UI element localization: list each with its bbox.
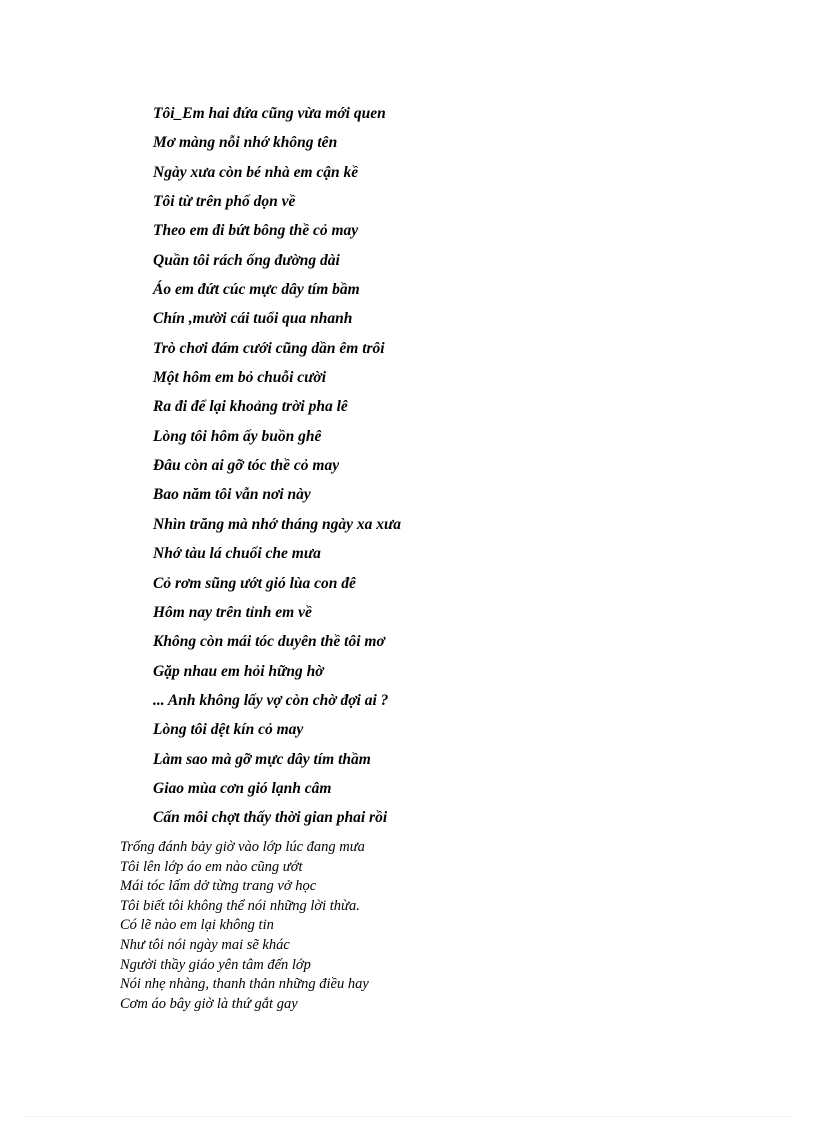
poem-line: Không còn mái tóc duyên thề tôi mơ [153, 633, 385, 651]
poem-line: Nhìn trăng mà nhớ tháng ngày xa xưa [153, 515, 402, 533]
poem-line: Có lẽ nào em lại không tin [120, 917, 274, 934]
poem-regular-stanza [120, 838, 369, 1014]
poem-line: Tôi từ trên phố dọn về [153, 193, 296, 211]
poem-line: Một hôm em bỏ chuỗi cười [153, 369, 327, 387]
poem-line: Gặp nhau em hỏi hững hờ [153, 662, 324, 680]
poem-line: Lòng tôi hôm ấy buồn ghê [153, 427, 322, 445]
poem-line: Người thầy giáo yên tâm đến lớp [120, 956, 311, 973]
poem-line: Cơm áo bây giờ là thứ gắt gay [120, 995, 298, 1012]
poem-line: Trống đánh bảy giờ vào lớp lúc đang mưa [120, 839, 365, 855]
page-bottom-divider [24, 1116, 792, 1117]
poem-line: Bao năm tôi vẫn nơi này [153, 486, 311, 504]
poem-line: Mơ màng nỗi nhớ không tên [153, 134, 338, 152]
poem-line: Áo em đứt cúc mực dây tím bầm [153, 281, 360, 299]
poem-line: Nhớ tàu lá chuối che mưa [153, 545, 321, 563]
poem-line: Cấn môi chợt thấy thời gian phai rồi [153, 809, 388, 827]
poem-line: Ngày xưa còn bé nhà em cận kề [153, 163, 359, 181]
poem-line: Như tôi nói ngày mai sẽ khác [120, 936, 290, 953]
poem-line: Ra đi để lại khoảng trời pha lê [153, 398, 348, 416]
poem-line: Giao mùa cơn gió lạnh câm [153, 779, 332, 797]
poem-line: Đâu còn ai gỡ tóc thề cỏ may [153, 457, 340, 475]
poem-bold-stanza [153, 101, 401, 835]
poem-line: Theo em đi bứt bông thề cỏ may [153, 222, 359, 240]
poem-line: ... Anh không lấy vợ còn chờ đợi ai ? [153, 691, 389, 709]
poem-line: Nói nhẹ nhàng, thanh thản những điều hay [120, 976, 369, 993]
poem-line: Tôi biết tôi không thể nói những lời thừa. [120, 897, 360, 914]
poem-line: Tôi_Em hai đứa cũng vừa mới quen [153, 105, 386, 122]
poem-line: Cỏ rơm sũng ướt gió lùa con đê [153, 574, 356, 592]
poem-line: Trò chơi đám cưới cũng dần êm trôi [153, 339, 385, 357]
poem-line: Chín ,mười cái tuổi qua nhanh [153, 310, 353, 328]
poem-line: Quần tôi rách ống đường dài [153, 251, 340, 269]
poem-line: Tôi lên lớp áo em nào cũng ướt [120, 858, 303, 875]
poem-line: Hôm nay trên tỉnh em về [153, 603, 312, 621]
poem-line: Mái tóc lấm dở từng trang vở học [120, 878, 317, 895]
poem-line: Làm sao mà gỡ mực dây tím thầm [153, 750, 371, 768]
poem-line: Lòng tôi dệt kín cỏ may [153, 721, 304, 739]
